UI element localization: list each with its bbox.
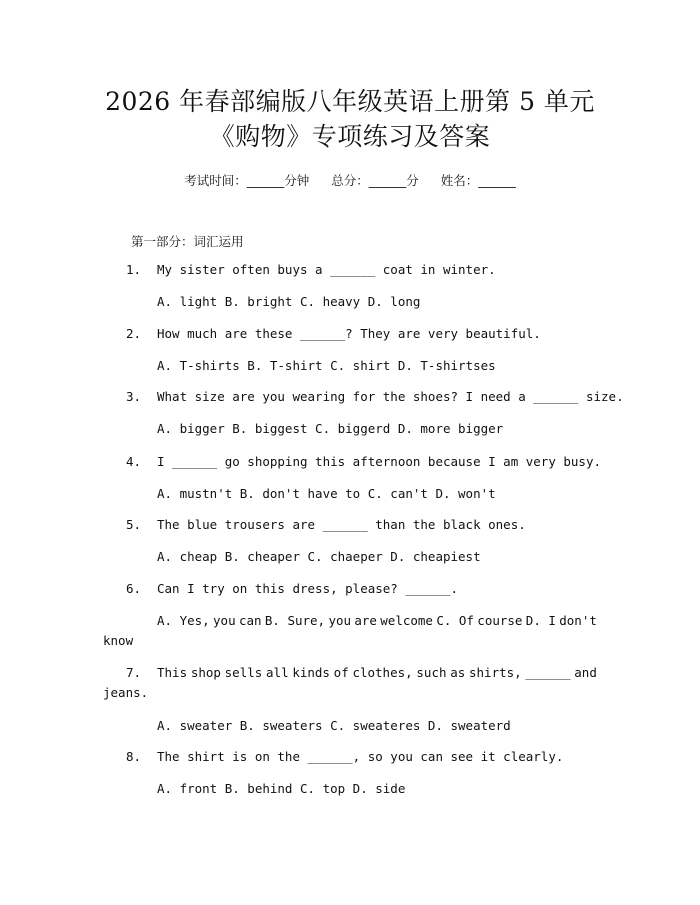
question-4 bbox=[0, 454, 700, 472]
option-word: are bbox=[354, 613, 377, 628]
question-text: The shirt is on the ______, so you can see it clearly. bbox=[157, 749, 564, 764]
option-word: C. Of bbox=[436, 613, 474, 628]
question-8 bbox=[0, 749, 700, 767]
question-number: 4. bbox=[125, 454, 141, 469]
option-word: B. Sure, bbox=[264, 613, 326, 628]
question-text: I ______ go shopping this afternoon because I am very busy. bbox=[157, 454, 602, 469]
question-word: shop bbox=[190, 665, 221, 680]
question-8-options: A. front B. behind C. top D. side bbox=[157, 781, 406, 796]
section-heading: 第一部分：词汇运用 bbox=[131, 234, 244, 249]
option-word: course bbox=[477, 613, 523, 628]
question-1 bbox=[0, 262, 700, 280]
question-2-options: A. T-shirts B. T-shirt C. shirt D. T-shirtses bbox=[157, 358, 496, 373]
question-5 bbox=[0, 517, 700, 535]
question-3 bbox=[0, 389, 700, 407]
question-word: and bbox=[574, 665, 597, 680]
question-6-options-line-2: know bbox=[103, 633, 134, 648]
question-7-text-line-1 bbox=[157, 665, 597, 680]
question-7-options: A. sweater B. sweaters C. sweateres D. sweaterd bbox=[157, 718, 511, 733]
question-number: 7. bbox=[125, 665, 141, 680]
option-word: you bbox=[328, 613, 352, 628]
option-word: can bbox=[238, 613, 262, 628]
question-word: This bbox=[157, 665, 188, 680]
question-4-options: A. mustn't B. don't have to C. can't D. won't bbox=[157, 486, 496, 501]
exam-meta bbox=[0, 171, 700, 189]
question-6 bbox=[0, 581, 700, 599]
question-2 bbox=[0, 326, 700, 344]
option-word: welcome bbox=[380, 613, 433, 628]
question-text: How much are these ______? They are very beautiful. bbox=[157, 326, 541, 341]
exam-name-field: 姓名：______ bbox=[440, 173, 516, 188]
question-word: ______ bbox=[525, 665, 571, 680]
option-word: D. I bbox=[525, 613, 556, 628]
question-text: What size are you wearing for the shoes? I need a ______ size. bbox=[157, 389, 624, 404]
exam-time-field: 考试时间：______分钟 bbox=[184, 173, 310, 188]
question-word: such bbox=[416, 665, 447, 680]
question-number: 3. bbox=[125, 389, 141, 404]
question-number: 8. bbox=[125, 749, 141, 764]
question-number: 2. bbox=[125, 326, 141, 341]
question-word: kinds bbox=[292, 665, 330, 680]
question-text: My sister often buys a ______ coat in winter. bbox=[157, 262, 496, 277]
question-word: clothes, bbox=[352, 665, 413, 680]
question-word: all bbox=[266, 665, 289, 680]
question-text: The blue trousers are ______ than the black ones. bbox=[157, 517, 526, 532]
question-number: 5. bbox=[125, 517, 141, 532]
question-text: Can I try on this dress, please? ______. bbox=[157, 581, 459, 596]
question-3-options: A. bigger B. biggest C. biggerd D. more bigger bbox=[157, 421, 504, 436]
question-number: 6. bbox=[125, 581, 141, 596]
question-1-options: A. light B. bright C. heavy D. long bbox=[157, 294, 421, 309]
question-6-options-line-1 bbox=[157, 613, 597, 628]
option-word: A. Yes, bbox=[157, 613, 210, 628]
question-word: sells bbox=[224, 665, 263, 680]
option-word: don't bbox=[559, 613, 597, 628]
question-7-text-line-2: jeans. bbox=[103, 685, 149, 700]
question-5-options: A. cheap B. cheaper C. chaeper D. cheapiest bbox=[157, 549, 481, 564]
question-word: of bbox=[333, 665, 349, 680]
question-word: shirts, bbox=[469, 665, 522, 680]
question-word: as bbox=[450, 665, 466, 680]
question-number: 1. bbox=[125, 262, 141, 277]
exam-score-field: 总分：______分 bbox=[331, 173, 419, 188]
option-word: you bbox=[213, 613, 236, 628]
document-title-line-1: 2026 年春部编版八年级英语上册第 5 单元 bbox=[105, 87, 595, 116]
document-title-line-2: 《购物》专项练习及答案 bbox=[209, 122, 491, 151]
